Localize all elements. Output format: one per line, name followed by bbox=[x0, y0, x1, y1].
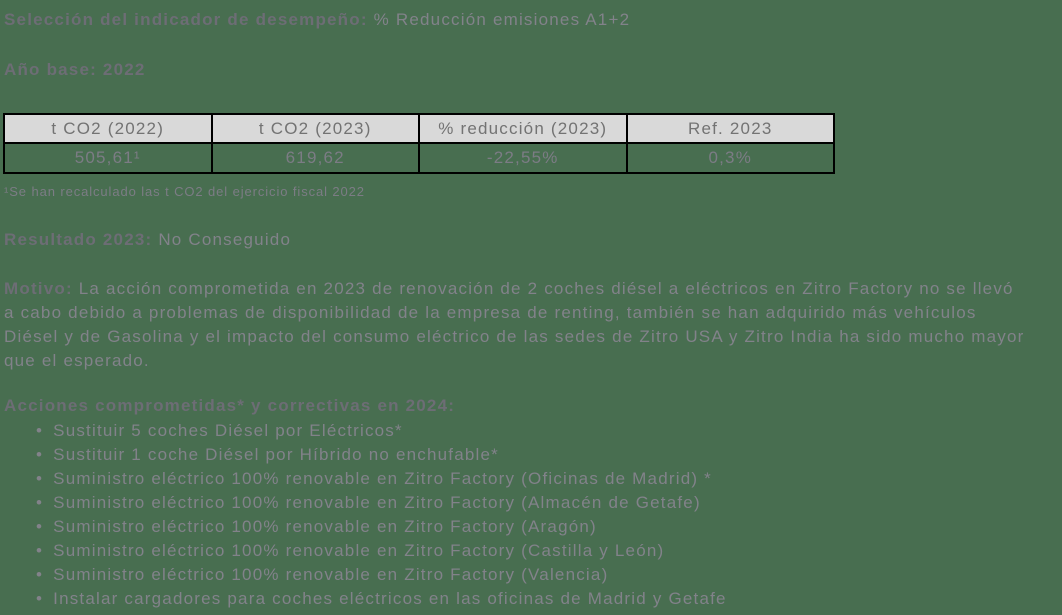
motivo-text-2: a cabo debido a problemas de disponibilidad de la empresa de renting, también se han adquirido más vehículos bbox=[4, 303, 977, 322]
motivo-text-4: que el esperado. bbox=[4, 351, 150, 370]
action-text: Suministro eléctrico 100% renovable en Zitro Factory (Aragón) bbox=[53, 517, 597, 536]
result-label: Resultado 2023: bbox=[4, 230, 153, 249]
header-ref-2023: Ref. 2023 bbox=[627, 114, 835, 143]
value-co2-2023: 619,62 bbox=[212, 143, 420, 173]
bullet-icon: • bbox=[36, 565, 44, 584]
list-item bbox=[36, 587, 727, 611]
action-text: Suministro eléctrico 100% renovable en Zitro Factory (Valencia) bbox=[53, 565, 609, 584]
list-item bbox=[36, 491, 727, 515]
indicator-value: % Reducción emisiones A1+2 bbox=[373, 10, 631, 29]
table-footnote: ¹Se han recalculado las t CO2 del ejercicio fiscal 2022 bbox=[4, 184, 365, 199]
acciones-heading: Acciones comprometidas* y correctivas en 2024: bbox=[4, 396, 456, 415]
motivo-paragraph bbox=[4, 277, 1025, 373]
base-year-value: 2022 bbox=[102, 60, 146, 79]
result-value: No Conseguido bbox=[158, 230, 292, 249]
header-co2-2023: t CO2 (2023) bbox=[212, 114, 420, 143]
bullet-icon: • bbox=[36, 517, 44, 536]
action-text: Sustituir 1 coche Diésel por Híbrido no enchufable* bbox=[53, 445, 499, 464]
acciones-list bbox=[36, 419, 727, 611]
bullet-icon: • bbox=[36, 469, 44, 488]
motivo-label: Motivo: bbox=[4, 279, 73, 298]
bullet-icon: • bbox=[36, 445, 44, 464]
bullet-icon: • bbox=[36, 589, 44, 608]
indicator-line bbox=[4, 10, 630, 30]
list-item bbox=[36, 419, 727, 443]
bullet-icon: • bbox=[36, 421, 44, 440]
list-item bbox=[36, 467, 727, 491]
motivo-text-1: La acción comprometida en 2023 de renovación de 2 coches diésel a eléctricos en Zitro Factory no se llevó bbox=[78, 279, 1014, 298]
action-text: Sustituir 5 coches Diésel por Eléctricos* bbox=[53, 421, 403, 440]
list-item bbox=[36, 515, 727, 539]
list-item bbox=[36, 563, 727, 587]
bullet-icon: • bbox=[36, 541, 44, 560]
action-text: Suministro eléctrico 100% renovable en Zitro Factory (Castilla y León) bbox=[53, 541, 665, 560]
action-text: Instalar cargadores para coches eléctricos en las oficinas de Madrid y Getafe bbox=[53, 589, 727, 608]
motivo-text-3: Diésel y de Gasolina y el impacto del consumo eléctrico de las sedes de Zitro USA y Zitro India ha sido mucho mayor bbox=[4, 327, 1025, 346]
header-co2-2022: t CO2 (2022) bbox=[4, 114, 212, 143]
table-data-row bbox=[4, 143, 834, 173]
header-reduccion-2023: % reducción (2023) bbox=[419, 114, 627, 143]
base-year-line bbox=[4, 60, 146, 80]
list-item bbox=[36, 443, 727, 467]
bullet-icon: • bbox=[36, 493, 44, 512]
value-co2-2022: 505,61¹ bbox=[4, 143, 212, 173]
table-header-row bbox=[4, 114, 834, 143]
indicator-label: Selección del indicador de desempeño: bbox=[4, 10, 368, 29]
list-item bbox=[36, 539, 727, 563]
value-ref-2023: 0,3% bbox=[627, 143, 835, 173]
emissions-table bbox=[3, 113, 835, 174]
value-reduccion-2023: -22,55% bbox=[419, 143, 627, 173]
base-year-label: Año base: bbox=[4, 60, 97, 79]
motivo-line-1 bbox=[4, 277, 1025, 301]
action-text: Suministro eléctrico 100% renovable en Zitro Factory (Almacén de Getafe) bbox=[53, 493, 701, 512]
action-text: Suministro eléctrico 100% renovable en Zitro Factory (Oficinas de Madrid) * bbox=[53, 469, 712, 488]
result-line bbox=[4, 230, 291, 250]
